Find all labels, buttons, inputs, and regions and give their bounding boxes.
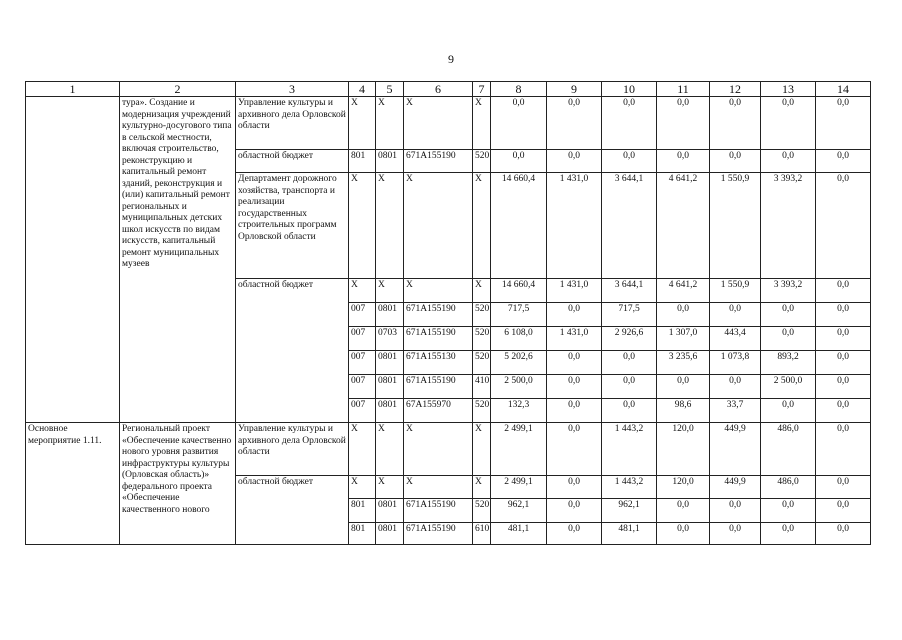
column-header: 13	[761, 82, 816, 97]
amount-cell: 120,0	[657, 476, 710, 499]
column-header: 12	[710, 82, 761, 97]
budget-code-cell: Х	[349, 476, 376, 499]
amount-cell: 0,0	[816, 279, 871, 303]
amount-cell: 481,1	[491, 523, 547, 545]
budget-code-cell: Х	[404, 476, 473, 499]
budget-code-cell: 0801	[376, 150, 404, 173]
amount-cell: 0,0	[547, 499, 602, 523]
amount-cell: 1 431,0	[547, 327, 602, 351]
budget-code-cell: Х	[473, 423, 491, 476]
amount-cell: 486,0	[761, 423, 816, 476]
amount-cell: 14 660,4	[491, 173, 547, 279]
budget-code-cell: Х	[376, 97, 404, 150]
responsible-executor-cell: Департамент дорожного хозяйства, транспорта и реализации государственных строительных программ Орловской области	[236, 173, 349, 279]
budget-code-cell: 520	[473, 351, 491, 375]
amount-cell: 4 641,2	[657, 173, 710, 279]
amount-cell: 0,0	[816, 173, 871, 279]
budget-code-cell: 520	[473, 399, 491, 423]
amount-cell: 0,0	[491, 97, 547, 150]
amount-cell: 1 307,0	[657, 327, 710, 351]
amount-cell: 0,0	[657, 303, 710, 327]
amount-cell: 717,5	[602, 303, 657, 327]
amount-cell: 0,0	[602, 97, 657, 150]
budget-code-cell: Х	[349, 279, 376, 303]
amount-cell: 0,0	[547, 303, 602, 327]
amount-cell: 2 926,6	[602, 327, 657, 351]
amount-cell: 0,0	[547, 150, 602, 173]
amount-cell: 486,0	[761, 476, 816, 499]
budget-code-cell: 671A155190	[404, 499, 473, 523]
column-header: 3	[236, 82, 349, 97]
column-header: 11	[657, 82, 710, 97]
budget-code-cell: Х	[349, 173, 376, 279]
amount-cell: 0,0	[816, 423, 871, 476]
measure-description-cell: тура». Создание и модернизация учреждений культурно-досугового типа в сельской местности, включая строительство, реконструкцию и капитальный ремонт зданий, реконструкция и (или) капитальный ремонт региональных и муниципальных детских школ искусств по видам искусств, капитальный ремонт муниципальных музеев	[120, 97, 236, 423]
amount-cell: 0,0	[816, 523, 871, 545]
amount-cell: 0,0	[710, 499, 761, 523]
amount-cell: 1 431,0	[547, 173, 602, 279]
budget-code-cell: Х	[404, 423, 473, 476]
amount-cell: 1 550,9	[710, 173, 761, 279]
budget-code-cell: 007	[349, 327, 376, 351]
measure-description-cell: Региональный проект «Обеспечение качественно нового уровня развития инфраструктуры культуры (Орловская область)» федерального проекта «Обеспечение качественного нового	[120, 423, 236, 545]
amount-cell: 0,0	[657, 150, 710, 173]
amount-cell: 0,0	[657, 499, 710, 523]
amount-cell: 962,1	[602, 499, 657, 523]
budget-code-cell: 520	[473, 327, 491, 351]
budget-code-cell: Х	[404, 97, 473, 150]
amount-cell: 0,0	[761, 303, 816, 327]
amount-cell: 3 644,1	[602, 279, 657, 303]
amount-cell: 3 644,1	[602, 173, 657, 279]
column-header: 14	[816, 82, 871, 97]
amount-cell: 0,0	[816, 150, 871, 173]
budget-code-cell: 671A155130	[404, 351, 473, 375]
budget-code-cell: 007	[349, 375, 376, 399]
amount-cell: 0,0	[547, 523, 602, 545]
amount-cell: 5 202,6	[491, 351, 547, 375]
measure-code-cell	[26, 97, 120, 423]
amount-cell: 0,0	[547, 351, 602, 375]
table-row	[26, 97, 871, 150]
amount-cell: 0,0	[547, 476, 602, 499]
amount-cell: 0,0	[761, 523, 816, 545]
budget-code-cell: 0703	[376, 327, 404, 351]
amount-cell: 0,0	[602, 351, 657, 375]
amount-cell: 0,0	[547, 423, 602, 476]
amount-cell: 14 660,4	[491, 279, 547, 303]
amount-cell: 2 500,0	[491, 375, 547, 399]
budget-code-cell: Х	[376, 173, 404, 279]
budget-code-cell: 0801	[376, 375, 404, 399]
budget-code-cell: 671A155190	[404, 303, 473, 327]
column-header: 7	[473, 82, 491, 97]
amount-cell: 0,0	[816, 351, 871, 375]
amount-cell: 717,5	[491, 303, 547, 327]
amount-cell: 449,9	[710, 476, 761, 499]
amount-cell: 962,1	[491, 499, 547, 523]
amount-cell: 0,0	[816, 303, 871, 327]
budget-code-cell: 0801	[376, 523, 404, 545]
column-header: 2	[120, 82, 236, 97]
amount-cell: 0,0	[761, 327, 816, 351]
budget-code-cell: 007	[349, 303, 376, 327]
column-header: 4	[349, 82, 376, 97]
column-header: 6	[404, 82, 473, 97]
amount-cell: 0,0	[816, 375, 871, 399]
budget-code-cell: 0801	[376, 303, 404, 327]
amount-cell: 0,0	[547, 97, 602, 150]
amount-cell: 6 108,0	[491, 327, 547, 351]
amount-cell: 0,0	[547, 399, 602, 423]
budget-code-cell: 671A155190	[404, 523, 473, 545]
amount-cell: 1 550,9	[710, 279, 761, 303]
amount-cell: 0,0	[491, 150, 547, 173]
budget-code-cell: Х	[376, 476, 404, 499]
budget-code-cell: Х	[473, 476, 491, 499]
budget-code-cell: 801	[349, 499, 376, 523]
amount-cell: 0,0	[816, 327, 871, 351]
amount-cell: 0,0	[657, 523, 710, 545]
amount-cell: 0,0	[761, 150, 816, 173]
budget-code-cell: 0801	[376, 399, 404, 423]
budget-code-cell: 520	[473, 150, 491, 173]
page-number: 9	[448, 52, 454, 66]
responsible-executor-cell: Управление культуры и архивного дела Орловской области	[236, 97, 349, 150]
amount-cell: 893,2	[761, 351, 816, 375]
budget-code-cell: Х	[473, 279, 491, 303]
budget-code-cell: Х	[349, 423, 376, 476]
amount-cell: 449,9	[710, 423, 761, 476]
amount-cell: 3 393,2	[761, 279, 816, 303]
column-header: 1	[26, 82, 120, 97]
amount-cell: 0,0	[710, 523, 761, 545]
budget-code-cell: 610	[473, 523, 491, 545]
amount-cell: 0,0	[710, 97, 761, 150]
budget-code-cell: 007	[349, 399, 376, 423]
budget-code-cell: Х	[404, 173, 473, 279]
amount-cell: 0,0	[761, 97, 816, 150]
amount-cell: 481,1	[602, 523, 657, 545]
budget-table	[25, 81, 871, 545]
amount-cell: 2 500,0	[761, 375, 816, 399]
amount-cell: 1 443,2	[602, 423, 657, 476]
amount-cell: 1 431,0	[547, 279, 602, 303]
amount-cell: 4 641,2	[657, 279, 710, 303]
budget-code-cell: 520	[473, 303, 491, 327]
amount-cell: 0,0	[710, 150, 761, 173]
budget-code-cell: 801	[349, 150, 376, 173]
responsible-executor-cell: Управление культуры и архивного дела Орловской области	[236, 423, 349, 476]
budget-code-cell: 67A155970	[404, 399, 473, 423]
responsible-executor-cell: областной бюджет	[236, 476, 349, 545]
budget-code-cell: 671A155190	[404, 327, 473, 351]
amount-cell: 3 235,6	[657, 351, 710, 375]
column-header: 9	[547, 82, 602, 97]
column-header: 10	[602, 82, 657, 97]
responsible-executor-cell: областной бюджет	[236, 150, 349, 173]
budget-code-cell: 671A155190	[404, 375, 473, 399]
budget-code-cell: 007	[349, 351, 376, 375]
budget-code-cell: 520	[473, 499, 491, 523]
amount-cell: 0,0	[602, 399, 657, 423]
budget-code-cell: Х	[473, 97, 491, 150]
column-header: 5	[376, 82, 404, 97]
amount-cell: 0,0	[602, 150, 657, 173]
amount-cell: 0,0	[816, 97, 871, 150]
budget-code-cell: Х	[376, 423, 404, 476]
amount-cell: 0,0	[710, 303, 761, 327]
budget-code-cell: Х	[404, 279, 473, 303]
amount-cell: 1 443,2	[602, 476, 657, 499]
amount-cell: 0,0	[761, 499, 816, 523]
amount-cell: 0,0	[547, 375, 602, 399]
budget-code-cell: 671A155190	[404, 150, 473, 173]
budget-code-cell: Х	[376, 279, 404, 303]
table-body	[26, 82, 871, 545]
budget-code-cell: Х	[473, 173, 491, 279]
amount-cell: 0,0	[710, 375, 761, 399]
amount-cell: 33,7	[710, 399, 761, 423]
amount-cell: 0,0	[602, 375, 657, 399]
measure-code-cell: Основное мероприятие 1.11.	[26, 423, 120, 545]
amount-cell: 0,0	[816, 476, 871, 499]
header-row	[26, 82, 871, 97]
amount-cell: 0,0	[761, 399, 816, 423]
amount-cell: 3 393,2	[761, 173, 816, 279]
budget-code-cell: Х	[349, 97, 376, 150]
amount-cell: 0,0	[657, 97, 710, 150]
responsible-executor-cell: областной бюджет	[236, 279, 349, 423]
amount-cell: 132,3	[491, 399, 547, 423]
amount-cell: 0,0	[816, 499, 871, 523]
amount-cell: 0,0	[657, 375, 710, 399]
budget-code-cell: 410	[473, 375, 491, 399]
budget-code-cell: 801	[349, 523, 376, 545]
budget-code-cell: 0801	[376, 351, 404, 375]
amount-cell: 98,6	[657, 399, 710, 423]
amount-cell: 2 499,1	[491, 476, 547, 499]
budget-code-cell: 0801	[376, 499, 404, 523]
amount-cell: 2 499,1	[491, 423, 547, 476]
amount-cell: 443,4	[710, 327, 761, 351]
amount-cell: 1 073,8	[710, 351, 761, 375]
table-row	[26, 423, 871, 476]
amount-cell: 0,0	[816, 399, 871, 423]
column-header: 8	[491, 82, 547, 97]
amount-cell: 120,0	[657, 423, 710, 476]
